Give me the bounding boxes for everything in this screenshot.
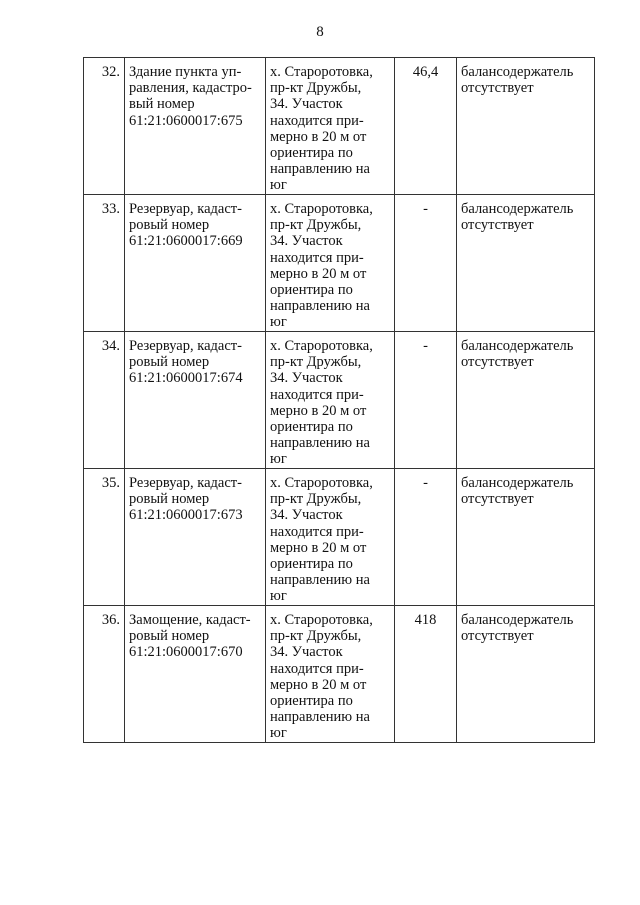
object-address-text: х. Староротовка, пр-кт Дружбы, 34. Участок находится при- мерно в 20 м от ориентира по направлению на юг: [270, 201, 373, 331]
object-name: [125, 332, 266, 469]
object-address: [266, 606, 395, 743]
object-address: [266, 58, 395, 195]
table-row: [84, 332, 595, 469]
table-row: [84, 469, 595, 606]
balance-holder-text: балансодержатель отсутствует: [461, 475, 574, 508]
object-name: [125, 58, 266, 195]
row-number: 36.: [84, 606, 125, 743]
object-area: -: [395, 332, 457, 469]
table-row: [84, 606, 595, 743]
object-address-text: х. Староротовка, пр-кт Дружбы, 34. Участок находится при- мерно в 20 м от ориентира по направлению на юг: [270, 475, 373, 605]
object-address: [266, 469, 395, 606]
balance-holder-text: балансодержатель отсутствует: [461, 338, 574, 371]
table-row: [84, 195, 595, 332]
object-area: 46,4: [395, 58, 457, 195]
object-name-text: Резервуар, кадаст- ровый номер 61:21:0600017:673: [129, 475, 243, 524]
object-name-text: Резервуар, кадаст- ровый номер 61:21:0600017:674: [129, 338, 243, 387]
object-address: [266, 332, 395, 469]
row-number: 32.: [84, 58, 125, 195]
object-area: -: [395, 469, 457, 606]
object-name: [125, 469, 266, 606]
balance-holder: [457, 469, 595, 606]
balance-holder-text: балансодержатель отсутствует: [461, 64, 574, 97]
object-address-text: х. Староротовка, пр-кт Дружбы, 34. Участок находится при- мерно в 20 м от ориентира по направлению на юг: [270, 612, 373, 742]
balance-holder: [457, 606, 595, 743]
object-area: 418: [395, 606, 457, 743]
object-area: -: [395, 195, 457, 332]
object-name-text: Резервуар, кадаст- ровый номер 61:21:0600017:669: [129, 201, 243, 250]
table-row: [84, 58, 595, 195]
object-name: [125, 606, 266, 743]
object-name-text: Замощение, кадаст- ровый номер 61:21:0600017:670: [129, 612, 251, 661]
object-name: [125, 195, 266, 332]
row-number: 33.: [84, 195, 125, 332]
balance-holder-text: балансодержатель отсутствует: [461, 201, 574, 234]
page-number: 8: [316, 24, 324, 40]
balance-holder: [457, 195, 595, 332]
object-address-text: х. Староротовка, пр-кт Дружбы, 34. Участок находится при- мерно в 20 м от ориентира по направлению на юг: [270, 64, 373, 194]
property-table: [83, 57, 595, 743]
object-name-text: Здание пункта уп- равления, кадастро- вый номер 61:21:0600017:675: [129, 64, 252, 129]
object-address: [266, 195, 395, 332]
object-address-text: х. Староротовка, пр-кт Дружбы, 34. Участок находится при- мерно в 20 м от ориентира по направлению на юг: [270, 338, 373, 468]
row-number: 34.: [84, 332, 125, 469]
balance-holder: [457, 332, 595, 469]
balance-holder: [457, 58, 595, 195]
row-number: 35.: [84, 469, 125, 606]
balance-holder-text: балансодержатель отсутствует: [461, 612, 574, 645]
